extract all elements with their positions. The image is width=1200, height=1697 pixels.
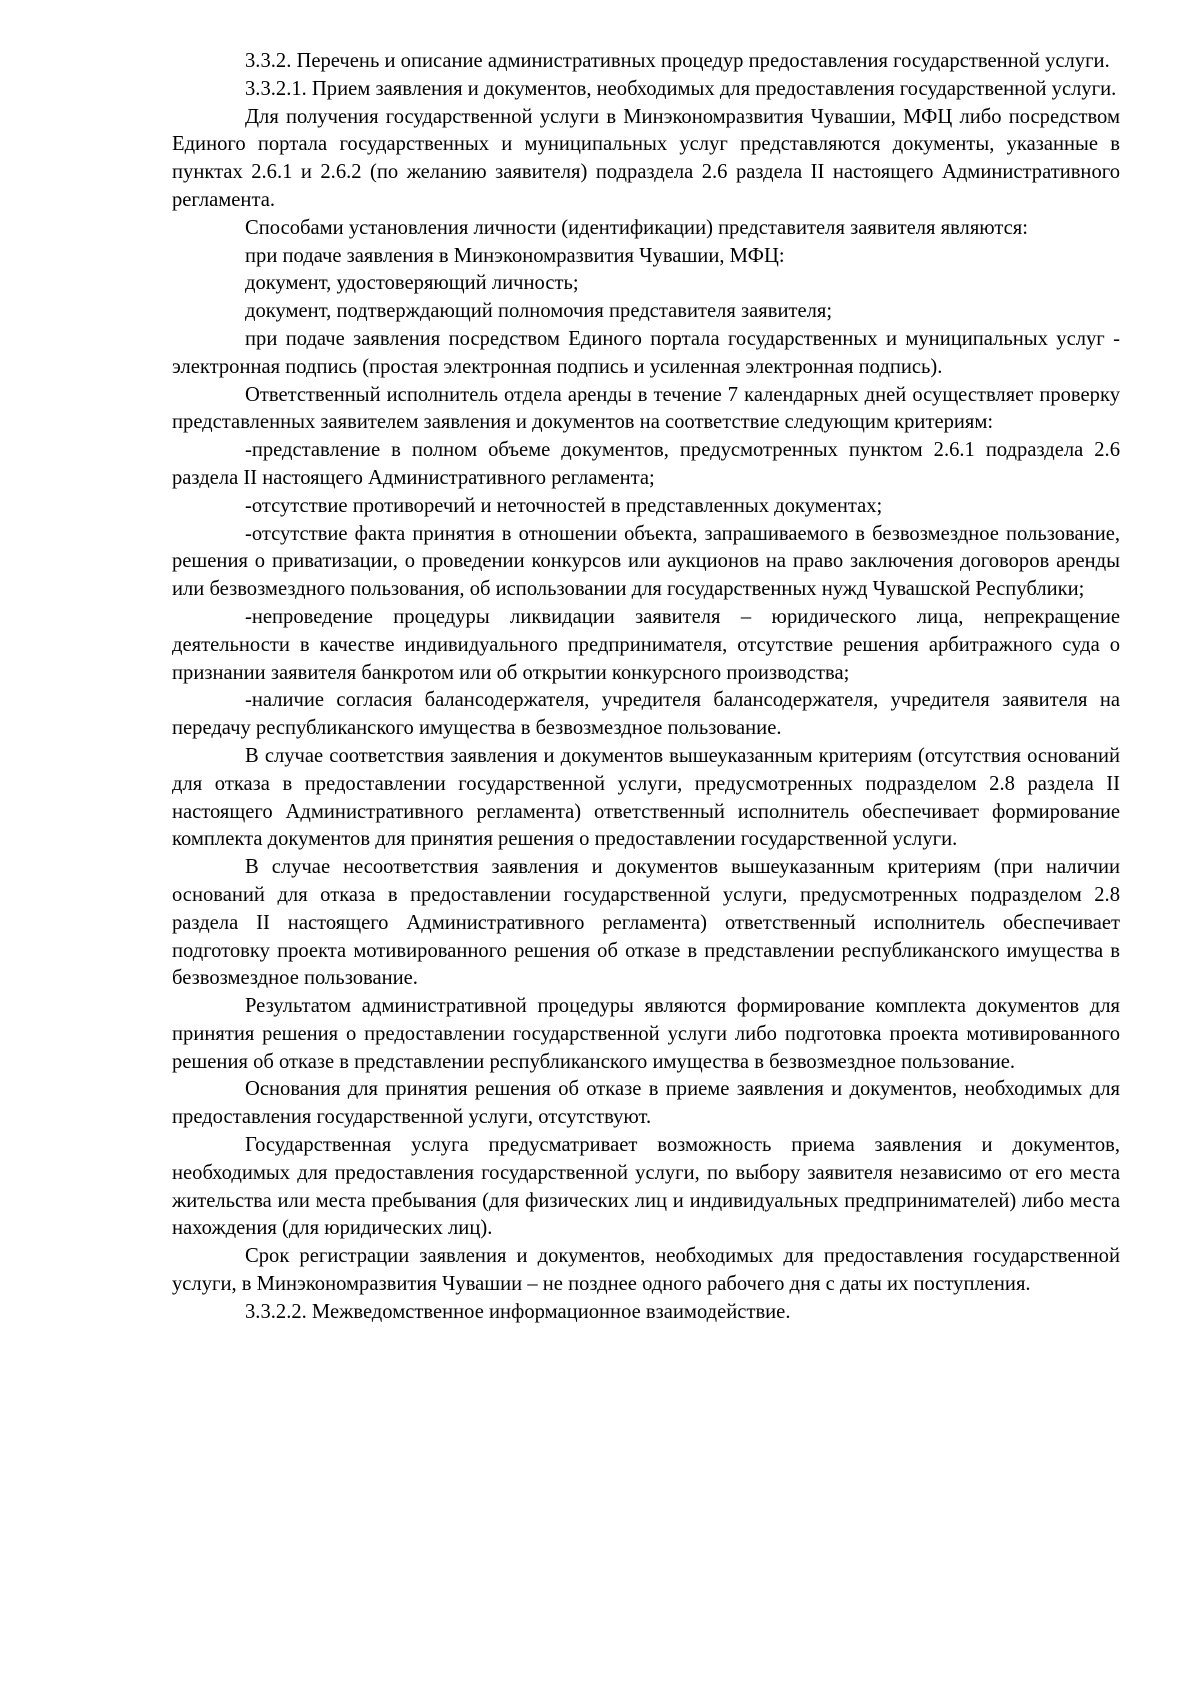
criteria-item: -наличие согласия балансодержателя, учредителя балансодержателя, учредителя заявителя на передачу республиканского имущества в безвозмездное пользование. bbox=[172, 689, 1120, 740]
criteria-item: -отсутствие противоречий и неточностей в представленных документах; bbox=[245, 494, 883, 517]
list-item: при подаче заявления в Минэкономразвития Чувашии, МФЦ: bbox=[245, 244, 785, 267]
paragraph: Способами установления личности (идентификации) представителя заявителя являются: bbox=[245, 216, 1028, 239]
criteria-item: -представление в полном объеме документов, предусмотренных пунктом 2.6.1 подраздела 2.6 раздела II настоящего Административного регламента; bbox=[172, 439, 1120, 489]
paragraph: В случае соответствия заявления и документов вышеуказанным критериям (отсутствия оснований для отказа в предоставлении государственной услуги, предусмотренных подразделом 2.8 раздела II настоящего Административного регламента) ответственный исполнитель обеспечивает формирование комплекта документов для принятия решения о предоставлении государственной услуги. bbox=[172, 744, 1120, 851]
paragraph: Срок регистрации заявления и документов, необходимых для предоставления государственной услуги, в Минэкономразвития Чувашии – не позднее одного рабочего дня с даты их поступления. bbox=[172, 1245, 1120, 1296]
criteria-item: -отсутствие факта принятия в отношении объекта, запрашиваемого в безвозмездное пользование, решения о приватизации, о проведении конкурсов или аукционов на право заключения договоров аренды или безвозмездного пользования, об использовании для государственных нужд Чувашской Республики; bbox=[172, 522, 1120, 601]
paragraph: Для получения государственной услуги в Минэкономразвития Чувашии, МФЦ либо посредством Единого портала государственных и муниципальных услуг представляются документы, указанные в пунктах 2.6.1 и 2.6.2 (по желанию заявителя) подраздела 2.6 раздела II настоящего Административного регламента. bbox=[172, 105, 1120, 211]
subsection-heading-3-3-2-2: 3.3.2.2. Межведомственное информационное взаимодействие. bbox=[245, 1300, 791, 1323]
criteria-item: -непроведение процедуры ликвидации заявителя – юридического лица, непрекращение деятельности в качестве индивидуального предпринимателя, отсутствие решения арбитражного суда о признании заявителя банкротом или об открытии конкурсного производства; bbox=[172, 605, 1120, 684]
paragraph: Результатом административной процедуры являются формирование комплекта документов для принятия решения о предоставлении государственной услуги либо подготовка проекта мотивированного решения об отказе в представлении республиканского имущества в безвозмездное пользование. bbox=[172, 995, 1120, 1073]
subsection-heading-3-3-2-1: 3.3.2.1. Прием заявления и документов, необходимых для предоставления государственной услуги. bbox=[245, 77, 1117, 100]
paragraph: Основания для принятия решения об отказе в приеме заявления и документов, необходимых для предоставления государственной услуги, отсутствуют. bbox=[172, 1078, 1120, 1129]
document-page bbox=[172, 48, 1120, 1327]
paragraph: при подаче заявления посредством Единого портала государственных и муниципальных услуг - электронная подпись (простая электронная подпись и усиленная электронная подпись). bbox=[172, 327, 1120, 378]
section-heading-3-3-2: 3.3.2. Перечень и описание административных процедур предоставления государственной услуги. bbox=[245, 50, 1110, 72]
paragraph: Государственная услуга предусматривает возможность приема заявления и документов, необходимых для предоставления государственной услуги, по выбору заявителя независимо от его места жительства или места пребывания (для физических лиц и индивидуальных предпринимателей) либо места нахождения (для юридических лиц). bbox=[172, 1134, 1120, 1240]
list-item: документ, подтверждающий полномочия представителя заявителя; bbox=[245, 300, 833, 323]
paragraph: В случае несоответствия заявления и документов вышеуказанным критериям (при наличии оснований для отказа в предоставлении государственной услуги, предусмотренных подразделом 2.8 раздела II настоящего Административного регламента) ответственный исполнитель обеспечивает подготовку проекта мотивированного решения об отказе в представлении республиканского имущества в безвозмездное пользование. bbox=[172, 856, 1120, 990]
list-item: документ, удостоверяющий личность; bbox=[245, 272, 579, 295]
paragraph: Ответственный исполнитель отдела аренды в течение 7 календарных дней осуществляет проверку представленных заявителем заявления и документов на соответствие следующим критериям: bbox=[172, 383, 1120, 434]
